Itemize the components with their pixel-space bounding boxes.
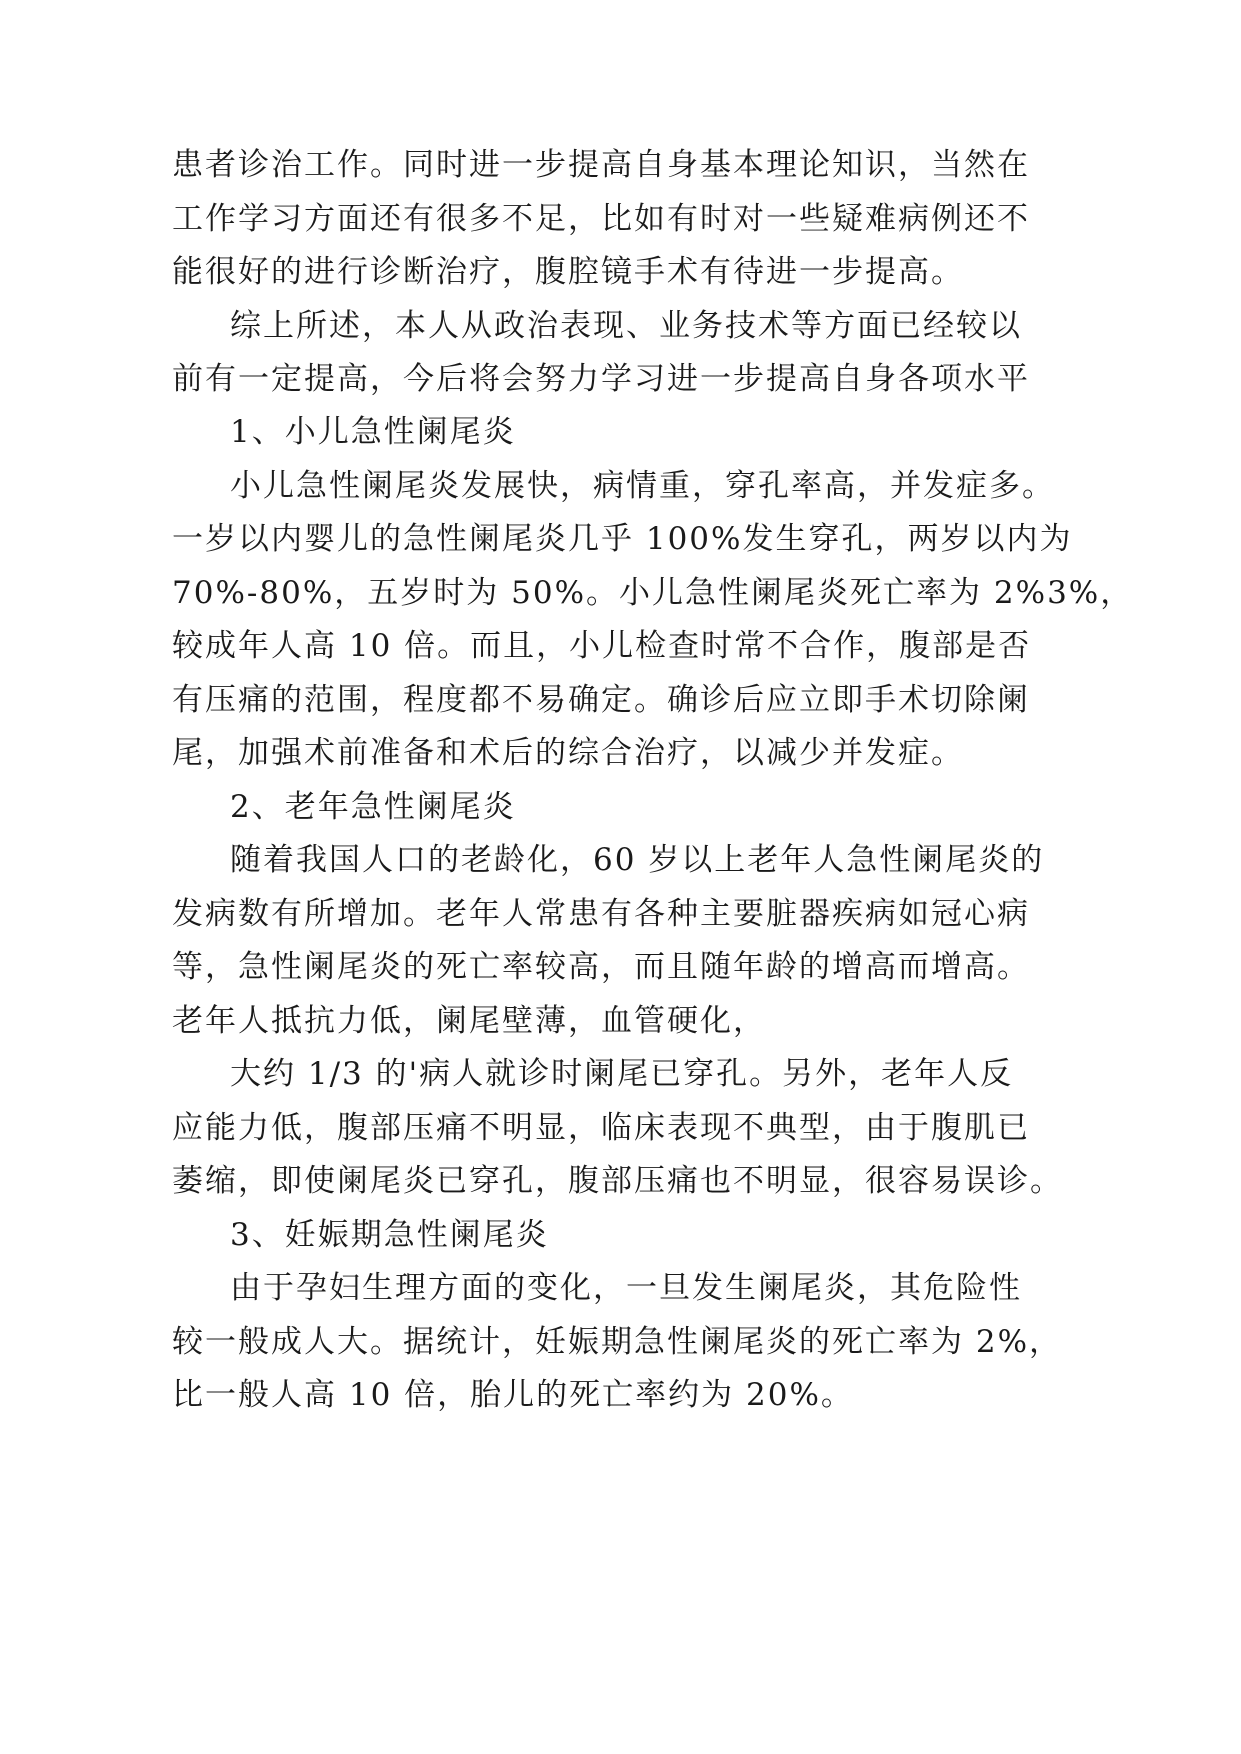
- text-line: 前有一定提高，今后将会努力学习进一步提高自身各项水平: [172, 361, 1030, 397]
- section-heading: 2、老年急性阑尾炎: [230, 789, 516, 825]
- text-line: 等，急性阑尾炎的死亡率较高，而且随年龄的增高而增高。: [172, 949, 1030, 985]
- text-line: 能很好的进行诊断治疗，腹腔镜手术有待进一步提高。: [172, 254, 964, 290]
- text-line: 比一般人高 10 倍，胎儿的死亡率约为 20%。: [172, 1377, 854, 1413]
- text-line: 大约 1/3 的'病人就诊时阑尾已穿孔。另外，老年人反: [230, 1056, 1014, 1092]
- text-line: 应能力低，腹部压痛不明显，临床表现不典型，由于腹肌已: [172, 1110, 1030, 1146]
- text-line: 较一般成人大。据统计，妊娠期急性阑尾炎的死亡率为 2%，: [172, 1324, 1063, 1360]
- text-line: 小儿急性阑尾炎发展快，病情重，穿孔率高，并发症多。: [230, 468, 1055, 504]
- text-line: 患者诊治工作。同时进一步提高自身基本理论知识，当然在: [172, 147, 1030, 183]
- text-line: 随着我国人口的老龄化，60 岁以上老年人急性阑尾炎的: [230, 842, 1045, 878]
- text-line: 老年人抵抗力低，阑尾壁薄，血管硬化，: [172, 1003, 766, 1039]
- section-heading: 3、妊娠期急性阑尾炎: [230, 1217, 549, 1253]
- text-line: 较成年人高 10 倍。而且，小儿检查时常不合作，腹部是否: [172, 628, 1032, 664]
- text-line: 综上所述，本人从政治表现、业务技术等方面已经较以: [230, 308, 1022, 344]
- text-line: 发病数有所增加。老年人常患有各种主要脏器疾病如冠心病: [172, 896, 1030, 932]
- section-heading: 1、小儿急性阑尾炎: [230, 414, 516, 450]
- text-line: 一岁以内婴儿的急性阑尾炎几乎 100%发生穿孔，两岁以内为: [172, 521, 1073, 557]
- text-line: 萎缩，即使阑尾炎已穿孔，腹部压痛也不明显，很容易误诊。: [172, 1163, 1063, 1199]
- text-line: 工作学习方面还有很多不足，比如有时对一些疑难病例还不: [172, 201, 1030, 237]
- text-line: 70%-80%，五岁时为 50%。小儿急性阑尾炎死亡率为 2%3%，: [172, 575, 1134, 611]
- text-line: 由于孕妇生理方面的变化，一旦发生阑尾炎，其危险性: [230, 1270, 1022, 1306]
- text-line: 有压痛的范围，程度都不易确定。确诊后应立即手术切除阑: [172, 682, 1030, 718]
- text-line: 尾，加强术前准备和术后的综合治疗，以减少并发症。: [172, 735, 964, 771]
